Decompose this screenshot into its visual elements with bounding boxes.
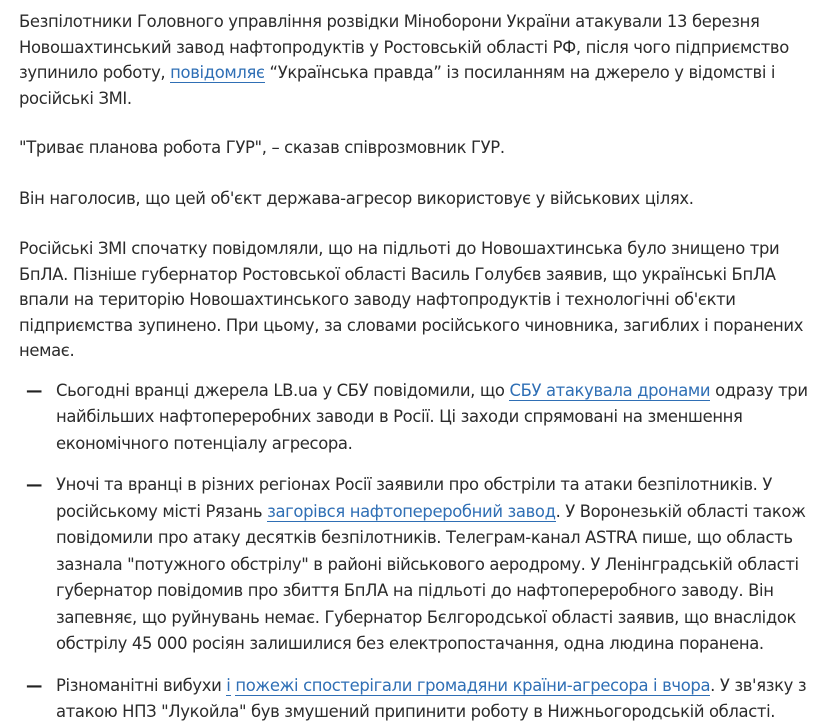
link-explosions[interactable]: і (226, 675, 231, 695)
paragraph-emphasis: Він наголосив, що цей об'єкт держава-агресор використовує у військових цілях. (19, 188, 694, 208)
related-news-list (19, 378, 809, 726)
list-item-text-before: Уночі та вранці в різних регіонах Росії заявили про обстріли та атаки безпілотників. У російському місті Рязань (56, 475, 772, 521)
paragraph-intro (19, 9, 809, 111)
source-link-povidomliaie[interactable]: повідомляє (170, 63, 265, 82)
paragraph-quote: "Триває планова робота ГУР", – сказав співрозмовник ГУР. (19, 138, 505, 157)
list-item-text-before: Сьогодні вранці джерела LB.ua у СБУ повідомили, що (56, 380, 510, 400)
list-item-text-after: . У Воронезькій області також повідомили про атаку десятків безпілотників. Телеграм-канал ASTRA пише, що область зазнала "потужного обстрілу" в районі військового аеродрому. У Ленінградській області губернатор повідомив про збиття БпЛА на підльоті до нафтопереробного заводу. Він запевняє, що руйнувань немає. Губернатор Бєлгородської області заявив, що внаслідок обстрілу 45 000 росіян залишилися без електропостачання, одна людина поранена. (56, 501, 806, 653)
paragraph-intro-text-after: “Українська правда” із посиланням на джерело у відомстві і російські ЗМІ. (19, 63, 776, 108)
link-fires-yesterday[interactable]: пожежі спостерігали громадяни країни-агресора і вчора (235, 675, 711, 695)
link-refinery-fire[interactable]: загорівся нафтопереробний завод (267, 501, 556, 521)
dash-bullet: — (26, 675, 43, 695)
link-sbu-drones[interactable]: СБУ атакувала дронами (509, 380, 711, 400)
list-item (19, 673, 809, 726)
list-item-text-before: Різноманітні вибухи (56, 675, 227, 695)
paragraph-intro-text-before: Безпілотники Головного управління розвідки Міноборони України атакували 13 березня Новошахтинський завод нафтопродуктів у Ростовській області РФ, після чого підприємство зупинило роботу, (19, 12, 789, 82)
list-item-text-after: одразу три найбільших нафтопереробних заводи в Росії. Ці заходи спрямовані на зменшення економічного потенціалу агресора. (56, 380, 808, 453)
dash-bullet: — (26, 380, 43, 400)
list-item (19, 472, 809, 658)
paragraph-russian-media: Російські ЗМІ спочатку повідомляли, що на підльоті до Новошахтинська було знищено три БпЛА. Пізніше губернатор Ростовської області Василь Голубєв заявив, що українські БпЛА впали на територію Новошахтинського заводу нафтопродуктів і технологічні об'єкти підприємства зупинено. При цьому, за словами російського чиновника, загиблих і поранених немає. (19, 239, 804, 360)
list-item-text-after: . У зв'язку з атакою НПЗ "Лукойла" був змушений припинити роботу в Нижньогородській області. (56, 675, 807, 721)
dash-bullet: — (26, 475, 43, 494)
list-item (19, 378, 809, 458)
